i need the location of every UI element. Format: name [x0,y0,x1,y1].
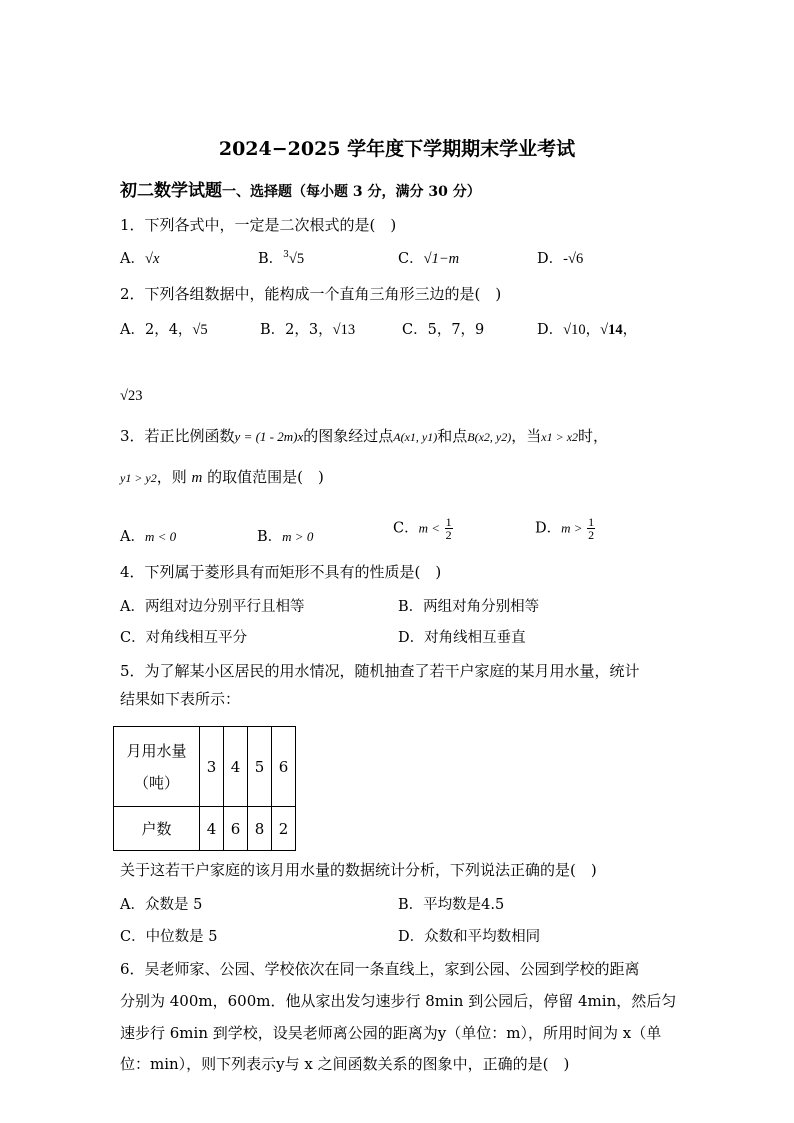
q1-b-radicand: 5 [296,251,305,267]
q6-line1: 6．吴老师家、公园、学校依次在同一条直线上，家到公园、公园到学校的距离 [120,960,640,978]
q4-option-b: B．两组对角分别相等 [398,599,540,615]
q3-mid2: 和点 [437,427,468,445]
q2-a-text: A．2，4， [120,322,193,338]
page-title: 2024−2025 学年度下学期期末学业考试 [218,138,576,160]
section-header [120,176,481,201]
q3-b-label: B． [257,529,283,545]
q2-option-d-cont: √23 [120,388,143,404]
q3-c-num: 1 [445,515,452,529]
table-cell: 5 [248,727,272,807]
q2-d-root-1: 10 [571,322,586,338]
q3-mid3: ，当 [511,427,542,445]
q1-a-radicand: x [152,251,160,267]
q1-b-sqrt: √5 [288,251,305,267]
q3-option-c [393,516,453,541]
q3-c-den: 2 [445,528,452,542]
q3-tail: 的取值范围是( ) [207,468,324,486]
table-cell: 4 [224,727,248,807]
q6-line4: 位：min），则下列表示y与 x 之间函数关系的图象中，正确的是( ) [120,1055,570,1073]
q2-a-root: 5 [200,322,208,338]
q3-d-fraction [587,516,595,541]
q3-c-expr: m < [418,520,441,536]
q1-stem: 1．下列各式中，一定是二次根式的是( ) [120,216,397,234]
q3-a-expr: m < 0 [144,529,177,544]
q3-a-label: A． [120,529,145,545]
header-usage-line1: 月用水量 [126,741,187,760]
table-cell: 8 [248,807,272,851]
q2-d-sep-1: ， [585,322,601,338]
table-header-usage [114,727,200,807]
q4-option-a: A．两组对边分别平行且相等 [120,599,305,615]
table-cell: 6 [272,727,296,807]
q2-option-d: D．√10，√14， [537,322,638,338]
q4-option-d: D．对角线相互垂直 [398,630,526,646]
q1-b-label: B． [258,251,284,267]
table-row [114,807,296,851]
q2-b-root: 13 [340,322,356,338]
q2-d-root-2: 14 [608,322,623,338]
q5-stem-line1: 5．为了解某小区居民的用水情况，随机抽查了若干户家庭的某月用水量，统计 [120,662,640,680]
q5-option-d: D．众数和平均数相同 [398,929,541,945]
q1-b-index: 3 [283,250,289,261]
q3-mid1: 的图象经过点 [303,427,394,445]
q1-a-sqrt: √x [144,251,160,267]
table-cell: 2 [272,807,296,851]
q1-d-sqrt: -√6 [563,251,584,267]
q1-c-radicand: 1−m [431,251,460,267]
q3-d-num: 1 [588,515,595,529]
table-header-households: 户数 [114,807,200,851]
q3-pre: 3．若正比例函数 [120,427,235,445]
subject-label: 初二数学试题 [120,181,222,201]
q3-func: y = (1 - 2m)x [234,429,304,444]
q5-after: 关于这若干户家庭的该月用水量的数据统计分析，下列说法正确的是( ) [120,861,597,879]
q3-cond2: y1 > y2 [120,471,157,485]
q5-stem-line2: 结果如下表所示： [120,690,241,708]
q1-c-label: C． [398,251,424,267]
q3-option-a [120,525,176,546]
q1-option-a [120,247,159,268]
q1-option-b [258,247,304,268]
table-cell: 6 [224,807,248,851]
q5-option-a: A．众数是 5 [120,897,203,913]
q3-point-b: B(x2, y2) [467,430,512,444]
q3-end: ，则 [156,468,187,486]
q2-d-label: D． [537,322,564,338]
q4-stem: 4．下列属于菱形具有而矩形不具有的性质是( ) [120,563,442,581]
q1-d-radicand: 6 [575,251,584,267]
q1-c-sqrt: √1−m [423,251,460,267]
q1-a-label: A． [120,251,145,267]
q2-d-root-3: 23 [127,388,143,404]
q3-stem-line2 [120,466,324,487]
q3-c-label: C． [393,520,419,537]
q3-option-d [535,516,595,541]
q3-b-expr: m > 0 [282,529,314,544]
q3-d-expr: m > [561,520,583,536]
q3-var: m [191,470,203,486]
q2-option-b: B．2，3，√13 [260,322,356,338]
q3-mid4: 时， [578,427,609,445]
q1-option-c [398,247,459,268]
q2-b-text: B．2，3， [260,322,333,338]
q5-option-c: C．中位数是 5 [120,929,218,945]
q3-cond1: x1 > x2 [541,430,579,444]
q5-option-b: B．平均数是4.5 [398,897,505,913]
q3-point-a: A(x1, y1) [393,430,438,444]
part-label: 一、选择题 [222,184,292,200]
q2-d-sep-2: ， [622,322,638,338]
q6-line2: 分别为 400m，600m．他从家出发匀速步行 8min 到公园后，停留 4min，然后匀 [120,992,677,1010]
q6-line3: 速步行 6min 到学校，设吴老师离公园的距离为y（单位：m），所用时间为 x（单 [120,1024,662,1042]
table-row [114,727,296,807]
q1-d-label: D． [537,251,564,267]
q3-d-den: 2 [588,528,595,542]
q3-stem-line1 [120,425,608,446]
q3-option-b [257,525,313,546]
q3-c-fraction [445,516,453,541]
q4-option-c: C．对角线相互平分 [120,630,248,646]
q2-option-c: C．5，7，9 [402,322,485,338]
q2-option-a: A．2，4，√5 [120,322,208,338]
table-cell: 3 [200,727,224,807]
header-usage-line2: （吨） [133,773,179,792]
q1-option-d [537,247,583,268]
water-usage-table [113,726,296,851]
q3-d-label: D． [535,520,562,537]
q2-stem: 2．下列各组数据中，能构成一个直角三角形三边的是( ) [120,285,502,303]
table-cell: 4 [200,807,224,851]
part-note: （每小题 3 分，满分 30 分） [292,184,481,200]
